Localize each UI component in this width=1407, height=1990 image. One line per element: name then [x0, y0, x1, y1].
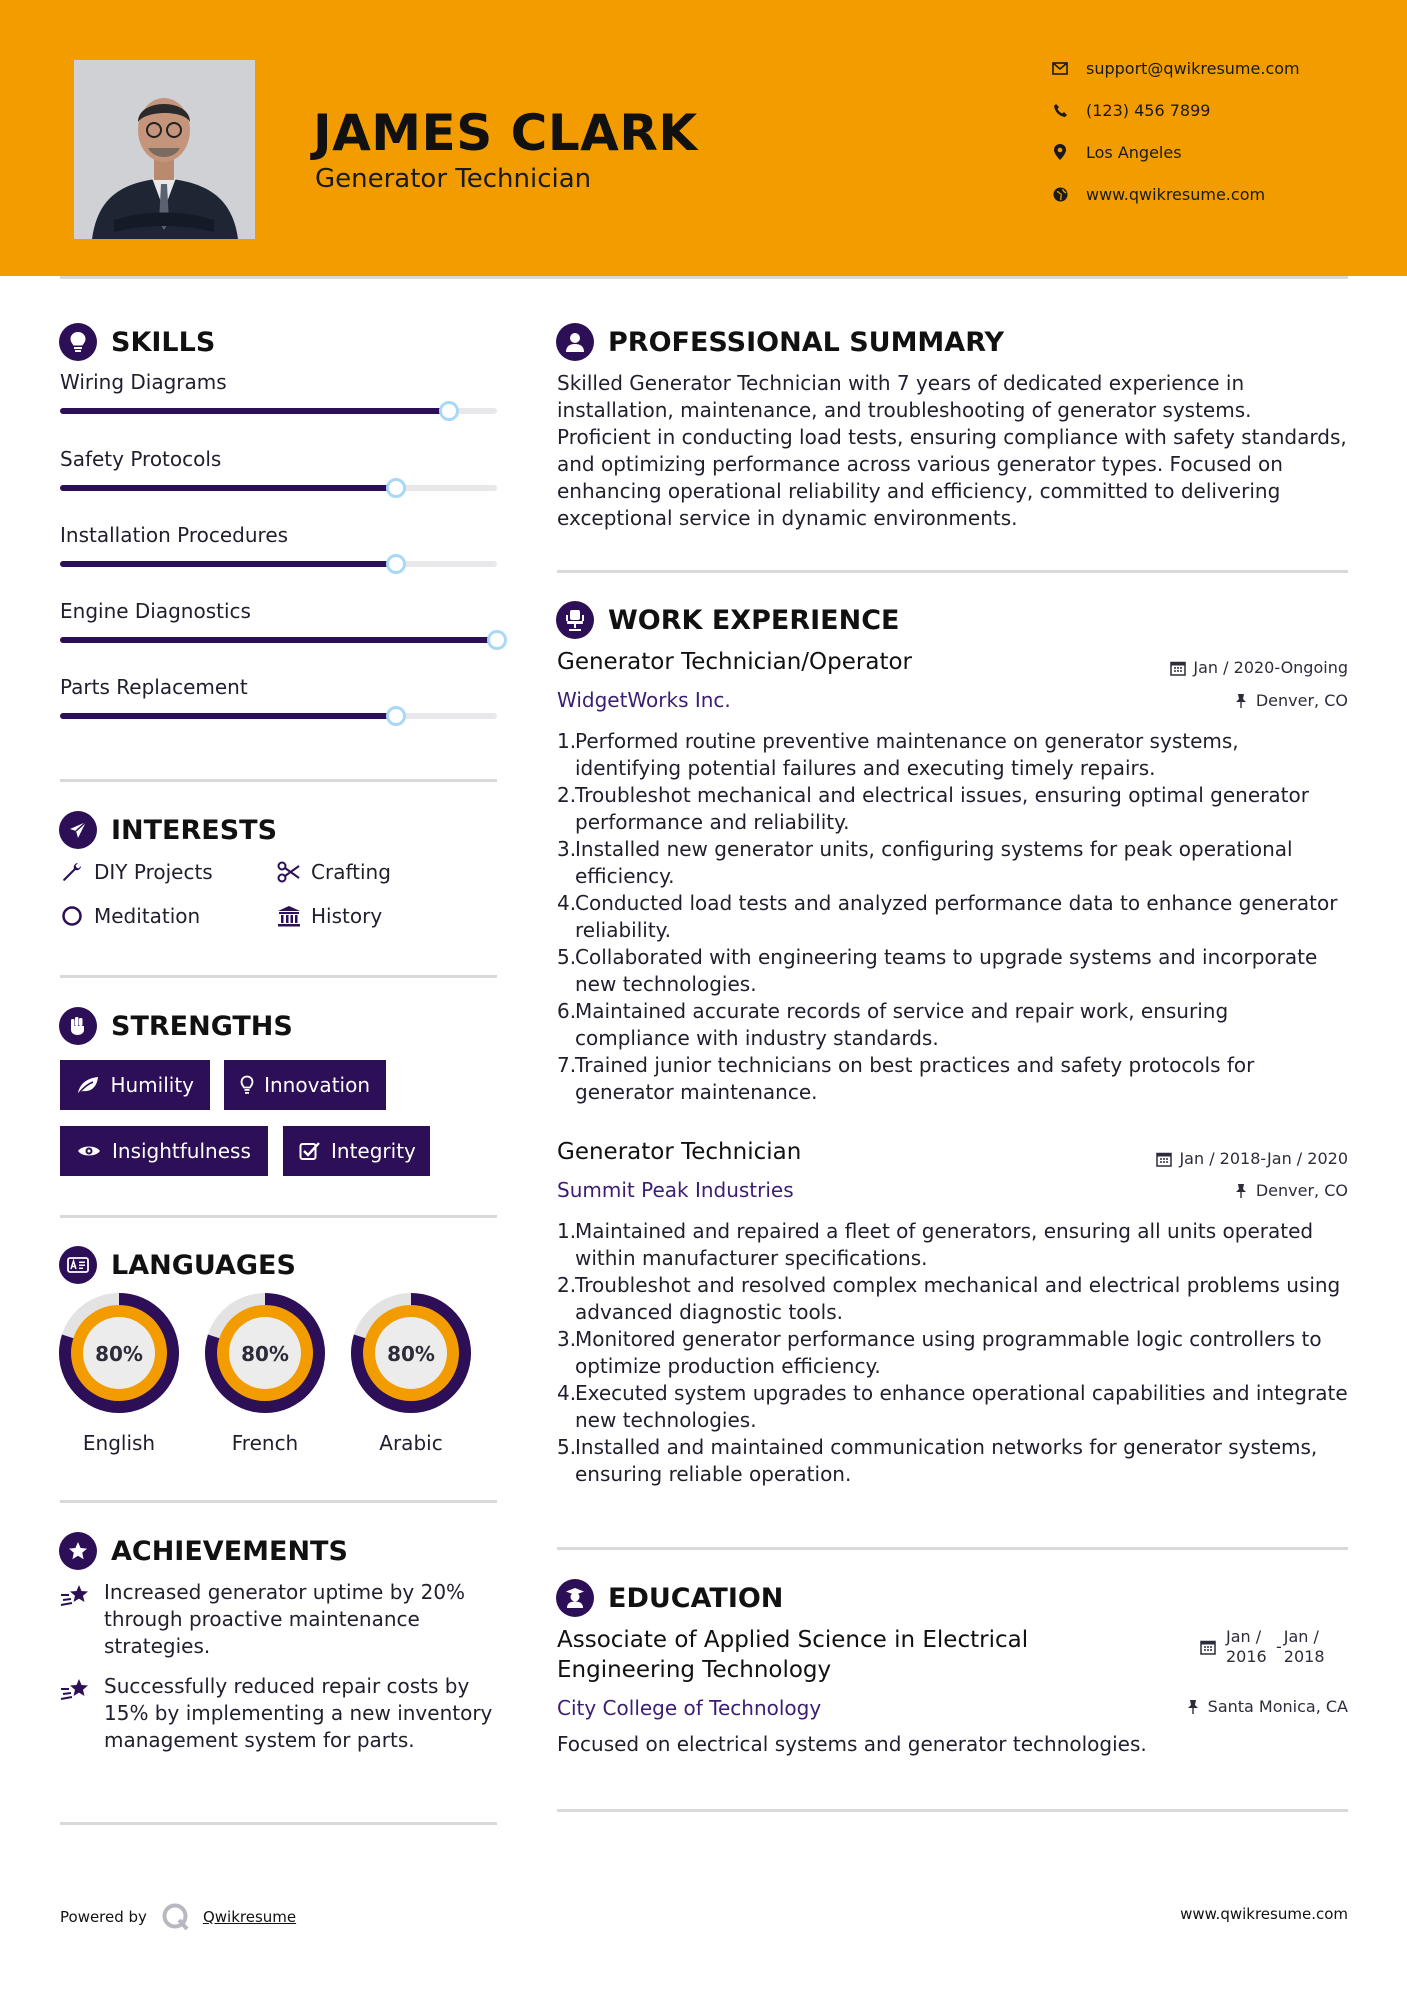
- skill-bar-knob: [386, 706, 406, 726]
- list-item-text: Maintained accurate records of service and repair work, ensuring compliance with industry standards.: [575, 999, 1229, 1050]
- list-item: [557, 944, 1348, 998]
- footer-website[interactable]: www.qwikresume.com: [1180, 1905, 1348, 1923]
- list-number: 5.: [557, 945, 577, 969]
- header-divider: [60, 276, 1348, 279]
- education-separator: -: [1276, 1637, 1282, 1656]
- list-number: 4.: [557, 1381, 577, 1405]
- scissors-icon: [277, 860, 301, 884]
- check-square-icon: [299, 1140, 321, 1162]
- pushpin-icon: [1232, 1182, 1250, 1200]
- language-name: Arabic: [379, 1431, 443, 1455]
- globe-icon: [1050, 184, 1070, 204]
- strength-label: Insightfulness: [112, 1139, 251, 1163]
- job-dates-text: Jan / 2020-Ongoing: [1193, 658, 1348, 677]
- list-item-text: Performed routine preventive maintenance on generator systems, identifying potential failures and executing timely repairs.: [575, 729, 1239, 780]
- job-dates: [1155, 1149, 1348, 1168]
- section-divider: [60, 1822, 497, 1825]
- star-badge-icon: [59, 1532, 97, 1570]
- interests-heading: [59, 811, 277, 849]
- education-heading-text: EDUCATION: [608, 1582, 784, 1614]
- list-item: [557, 890, 1348, 944]
- section-divider: [557, 1547, 1348, 1550]
- qwikresume-logo-icon: [161, 1902, 191, 1932]
- job-location: [1232, 691, 1348, 710]
- list-number: 2.: [557, 783, 577, 807]
- list-number: 2.: [557, 1273, 577, 1297]
- skill-bar-knob: [439, 401, 459, 421]
- map-pin-icon: [1050, 142, 1070, 162]
- language-item: [205, 1293, 325, 1455]
- leaf-icon: [76, 1074, 100, 1096]
- calendar-icon: [1169, 659, 1187, 677]
- fist-icon: [59, 1007, 97, 1045]
- shooting-star-icon: [60, 1579, 94, 1660]
- contact-phone-text: (123) 456 7899: [1086, 100, 1211, 120]
- list-item-text: Trained junior technicians on best practices and safety protocols for generator maintenance.: [575, 1053, 1255, 1104]
- list-item: [557, 1218, 1348, 1272]
- calendar-icon: [1155, 1150, 1173, 1168]
- section-divider: [557, 570, 1348, 573]
- list-item: [557, 836, 1348, 890]
- strength-label: Humility: [110, 1073, 194, 1097]
- job-dates-text: Jan / 2018-Jan / 2020: [1179, 1149, 1348, 1168]
- list-number: 3.: [557, 1327, 577, 1351]
- profile-photo: [74, 60, 255, 239]
- summary-text: Skilled Generator Technician with 7 years of dedicated experience in installation, maintenance, and troubleshooting of generator systems. Proficient in conducting load tests, ensuring compliance with safety standards, and optimizing performance across various generator types. Focused on enhancing operational reliability and efficiency, committed to delivering exceptional service in dynamic environments.: [557, 371, 1347, 530]
- interest-item: [277, 904, 382, 928]
- interest-item: [60, 904, 200, 928]
- experience-heading-text: WORK EXPERIENCE: [608, 604, 900, 636]
- list-number: 6.: [557, 999, 577, 1023]
- language-donut: [351, 1293, 471, 1413]
- list-item-text: Troubleshot mechanical and electrical issues, ensuring optimal generator performance and reliability.: [575, 783, 1309, 834]
- education-heading: [556, 1579, 783, 1617]
- skill-item: [60, 675, 497, 699]
- contact-website[interactable]: [1050, 184, 1265, 204]
- powered-by-text: Powered by: [60, 1908, 147, 1926]
- list-item-text: Installed and maintained communication networks for generator systems, ensuring reliable operation.: [575, 1435, 1318, 1486]
- office-chair-icon: [556, 601, 594, 639]
- achievements-heading: [59, 1532, 348, 1570]
- language-donut: [205, 1293, 325, 1413]
- shooting-star-icon: [60, 1673, 94, 1754]
- list-item-text: Conducted load tests and analyzed performance data to enhance generator reliability.: [575, 891, 1338, 942]
- job-company: WidgetWorks Inc.: [557, 688, 731, 712]
- interests-heading-text: INTERESTS: [111, 814, 278, 846]
- language-item: [351, 1293, 471, 1455]
- job-title: Generator Technician: [557, 1139, 802, 1165]
- list-item: [557, 998, 1348, 1052]
- list-number: 1.: [557, 1219, 577, 1243]
- skill-bar-fill: [60, 485, 396, 491]
- phone-icon: [1050, 100, 1070, 120]
- brand-link[interactable]: Qwikresume: [202, 1908, 297, 1926]
- achievement-item: [60, 1579, 500, 1660]
- job-location: [1232, 1181, 1348, 1200]
- language-card-icon: [59, 1246, 97, 1284]
- list-number: 5.: [557, 1435, 577, 1459]
- language-item: [59, 1293, 179, 1455]
- summary-heading: [556, 323, 1004, 361]
- education-start: Jan / 2016: [1226, 1627, 1267, 1666]
- skill-item: [60, 447, 497, 471]
- education-description: Focused on electrical systems and generator technologies.: [557, 1732, 1147, 1756]
- paper-plane-icon: [59, 811, 97, 849]
- job-location-text: Denver, CO: [1255, 1181, 1348, 1200]
- interest-label: Crafting: [311, 860, 391, 884]
- section-divider: [60, 779, 497, 782]
- achievement-text: Increased generator uptime by 20% through proactive maintenance strategies.: [104, 1580, 466, 1658]
- education-end: Jan / 2018: [1283, 1627, 1325, 1666]
- list-item-text: Maintained and repaired a fleet of generators, ensuring all units operated within manufacturer specifications.: [575, 1219, 1314, 1270]
- footer-powered-by: [60, 1902, 296, 1932]
- pushpin-icon: [1184, 1698, 1202, 1716]
- skill-item: [60, 370, 497, 394]
- education-school: City College of Technology: [557, 1696, 822, 1720]
- education-degree: Associate of Applied Science in Electrical Engineering Technology: [557, 1627, 1029, 1683]
- list-item: [557, 1434, 1348, 1488]
- skill-bar-knob: [487, 630, 507, 650]
- skills-heading: [59, 323, 215, 361]
- strength-label: Innovation: [264, 1073, 370, 1097]
- skill-bar-knob: [386, 554, 406, 574]
- strength-badge: [60, 1060, 210, 1110]
- job-bullets: [557, 1218, 1348, 1488]
- graduate-icon: [556, 1579, 594, 1617]
- skill-label: Installation Procedures: [60, 523, 289, 547]
- candidate-title: Generator Technician: [315, 164, 592, 194]
- list-number: 3.: [557, 837, 577, 861]
- contact-website-text: www.qwikresume.com: [1086, 184, 1266, 204]
- list-item: [557, 1272, 1348, 1326]
- interest-label: Meditation: [94, 904, 201, 928]
- list-number: 4.: [557, 891, 577, 915]
- interest-label: DIY Projects: [94, 860, 213, 884]
- strengths-heading: [59, 1007, 293, 1045]
- contact-email[interactable]: [1050, 58, 1300, 78]
- strength-badge: [60, 1126, 268, 1176]
- languages-heading-text: LANGUAGES: [111, 1249, 296, 1281]
- language-percent: 80%: [95, 1342, 143, 1366]
- summary-heading-text: PROFESSIONAL SUMMARY: [608, 326, 1005, 358]
- list-item-text: Troubleshot and resolved complex mechanical and electrical problems using advanced diagnostic tools.: [575, 1273, 1341, 1324]
- skill-label: Safety Protocols: [60, 447, 222, 471]
- circle-icon: [60, 904, 84, 928]
- skill-bar: [60, 485, 497, 491]
- skills-heading-text: SKILLS: [111, 326, 216, 358]
- contact-location: [1050, 142, 1182, 162]
- language-name: French: [231, 1431, 299, 1455]
- museum-icon: [277, 904, 301, 928]
- education-location: [1184, 1697, 1348, 1716]
- candidate-name: JAMES CLARK: [313, 104, 698, 162]
- section-divider: [60, 975, 497, 978]
- strengths-heading-text: STRENGTHS: [111, 1010, 293, 1042]
- user-icon: [556, 323, 594, 361]
- list-item: [557, 728, 1348, 782]
- job-dates: [1169, 658, 1348, 677]
- calendar-icon: [1200, 1638, 1218, 1656]
- achievements-heading-text: ACHIEVEMENTS: [111, 1535, 348, 1567]
- skill-bar-fill: [60, 408, 449, 414]
- list-number: 7.: [557, 1053, 577, 1077]
- strength-badge: [224, 1060, 386, 1110]
- achievement-item: [60, 1673, 500, 1754]
- list-item: [557, 1380, 1348, 1434]
- interest-item: [277, 860, 391, 884]
- interest-item: [60, 860, 213, 884]
- experience-heading: [556, 601, 899, 639]
- list-item-text: Executed system upgrades to enhance operational capabilities and integrate new technologies.: [575, 1381, 1348, 1432]
- skill-bar: [60, 713, 497, 719]
- eye-icon: [76, 1140, 102, 1162]
- job-company: Summit Peak Industries: [557, 1178, 794, 1202]
- skill-bar-fill: [60, 561, 396, 567]
- strength-label: Integrity: [331, 1139, 416, 1163]
- skill-label: Engine Diagnostics: [60, 599, 251, 623]
- job-bullets: [557, 728, 1348, 1106]
- list-item-text: Collaborated with engineering teams to upgrade systems and incorporate new technologies.: [575, 945, 1318, 996]
- skill-item: [60, 599, 497, 623]
- language-name: English: [82, 1431, 156, 1455]
- contact-location-text: Los Angeles: [1086, 142, 1182, 162]
- strength-badge: [283, 1126, 430, 1176]
- job-location-text: Denver, CO: [1255, 691, 1348, 710]
- contact-phone[interactable]: [1050, 100, 1210, 120]
- section-divider: [557, 1809, 1348, 1812]
- contact-email-text: support@qwikresume.com: [1086, 58, 1300, 78]
- skill-bar: [60, 637, 497, 643]
- skill-bar: [60, 561, 497, 567]
- skill-bar-knob: [386, 478, 406, 498]
- language-donut: [59, 1293, 179, 1413]
- list-item: [557, 782, 1348, 836]
- envelope-icon: [1050, 58, 1070, 78]
- list-item: [557, 1326, 1348, 1380]
- language-percent: 80%: [241, 1342, 289, 1366]
- education-dates: [1200, 1627, 1328, 1667]
- skill-bar-fill: [60, 713, 396, 719]
- skill-bar-fill: [60, 637, 497, 643]
- list-number: 1.: [557, 729, 577, 753]
- list-item: [557, 1052, 1348, 1106]
- education-location-text: Santa Monica, CA: [1207, 1697, 1348, 1716]
- lightbulb-icon: [59, 323, 97, 361]
- languages-heading: [59, 1246, 296, 1284]
- list-item-text: Monitored generator performance using programmable logic controllers to optimize production efficiency.: [575, 1327, 1322, 1378]
- skill-bar: [60, 408, 497, 414]
- skill-label: Wiring Diagrams: [60, 370, 227, 394]
- skill-label: Parts Replacement: [60, 675, 248, 699]
- skill-item: [60, 523, 497, 547]
- language-percent: 80%: [387, 1342, 435, 1366]
- list-item-text: Installed new generator units, configuring systems for peak operational efficiency.: [575, 837, 1293, 888]
- job-title: Generator Technician/Operator: [557, 649, 912, 675]
- pushpin-icon: [1232, 692, 1250, 710]
- interest-label: History: [311, 904, 383, 928]
- achievement-text: Successfully reduced repair costs by 15% by implementing a new inventory management system for parts.: [104, 1674, 493, 1752]
- section-divider: [60, 1215, 497, 1218]
- section-divider: [60, 1500, 497, 1503]
- lightbulb-icon: [240, 1074, 254, 1096]
- wrench-icon: [60, 860, 84, 884]
